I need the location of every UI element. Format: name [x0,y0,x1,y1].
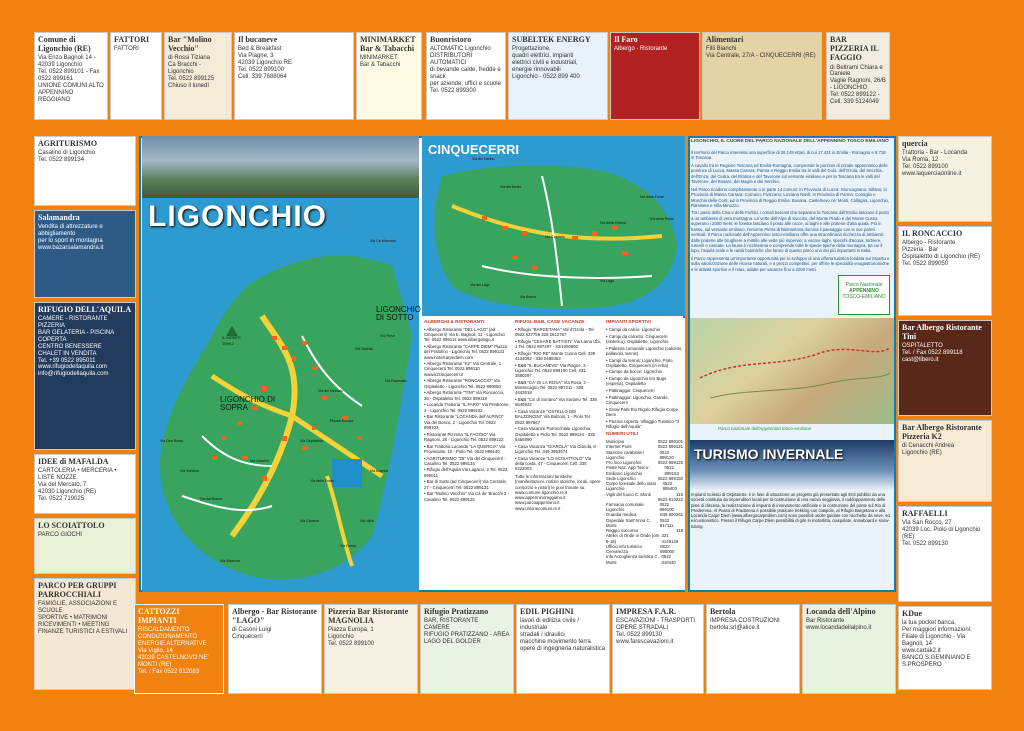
sport-item: • Pattinaggio: Cinquecerri [606,388,655,394]
street-label: Via Roma [340,544,356,548]
bottom-ad-title: EDIL PIGHINI [520,607,574,616]
right-ad-line: OSPITALETTO [902,343,943,350]
top-ad-0 [34,32,108,120]
numeri-name: Corpo forestale dello stato Ligonchio [606,481,657,492]
bottom-ad-8 [898,606,992,690]
top-ad-1 [110,32,162,120]
label-il-monte: IL MONTE [222,335,241,340]
top-ad-8 [702,32,822,120]
alberghi-item: • Ristorante Pizzeria "IL FAGGIO" Via Ragnoni, 26 - Ligonchio Tel. 0522 899122 [424,431,504,442]
alberghi-item: • Bar "Molino Vecchio" Via Cà de' Bracchi 2 - Casalino Tel. 0522 899125 [424,491,510,502]
top-ad-2 [164,32,232,120]
left-ad-title: PARCO PER GRUPPI PARROCCHIALI [38,581,117,600]
bottom-ad-line: di Casoni Luigi [232,627,272,634]
bb-item: • Casa Vacanze Parrocchiale Ligonchio, Ospitaletto e Piolo Tel. 0522 899134 - 335 5456890 [515,426,595,442]
top-ad-line: Chiuso il lunedì [168,82,210,89]
bottom-ad-line: RISCALDAMENTO [138,627,190,634]
cinquecerri-map-graphic [422,136,685,316]
numeri-item [606,481,683,491]
numeri-item [606,518,683,528]
left-ad-line: Tel. 0522 719025 [38,495,85,502]
numeri-name: Atelier di Onde in Onde (ore 9-18) [606,533,660,544]
bottom-ad-title: KDue [902,609,922,618]
top-ad-title: BAR PIZZERIA IL FAGGIO [830,35,879,63]
left-ad-line: per lo sport in montagna [38,237,103,244]
bottom-ad-5 [612,604,704,694]
top-ad-line: Tel. 0522 899300 [430,87,477,94]
top-ad-line: Via Enzo Bagnoli 14 - 42039 Ligonchio [38,55,96,69]
left-ad-0 [34,136,136,206]
alberghi-item: • Bar Ristorante "LOCANDA dell'ALPINO" Via del Bosco, 2 - Ligonchio Tel. 0522 899103 [424,414,504,430]
top-ad-line: Ligonchio - 0522 899 400 [512,73,580,80]
numeri-tel: 0522 813222 [657,496,683,502]
lake-photo [142,136,419,198]
cinquecerri-street-label: Via della Chiesa [600,221,626,225]
street-label: Via Vertena [180,469,199,473]
bottom-ad-line: www.locandadellalpino.it [806,625,872,632]
alberghi-item: • Bar Trattoria Locanda "LA QUERCIA" Via Provinciale, 10 - Piolo Tel. 0522 899140 [424,443,506,454]
street-label: Via Stazione [220,559,241,563]
left-ad-1 [34,210,136,298]
top-ad-title: Bar "Molino Vecchio" [168,35,212,54]
top-ad-line: energie rinnovabili [512,66,561,73]
bottom-ad-line: www.farescavazioni.it [616,638,674,645]
park-logo-line-3: TOSCO-EMILIANO [842,294,886,300]
relief-map-graphic [690,318,894,424]
top-ad-9 [826,32,890,120]
bottom-ad-line: bertola.srl@alice.it [710,625,760,632]
right-ad-line: Tel. 0522 899130 [902,540,949,547]
left-ad-line: RICEVIMENTI • MEETING [38,622,110,629]
top-ad-line: Cà Bracchi - Ligonchio [168,62,202,76]
top-ad-line: Via Centrale, 27/A - CINQUECERRI (RE) [706,53,816,60]
left-ad-4 [34,518,136,574]
bottom-ad-line: macchine movimento terra [520,638,591,645]
numeri-name: Poste Naz. App Tosco-Emiliano Ligonchio [606,465,650,476]
right-ad-line: Via San Rocco, 27 [902,520,952,527]
bottom-ad-line: la tua pocket banca. [902,620,956,627]
alberghi-item: • Albergo Ristorante "K2" Via Centrale, 1 - Cinquecerri Tel. 0522 899110 www.k2cinquecerri.it [424,361,504,377]
street-label: Via Tezzale [355,347,374,351]
top-ad-line: MINIMARKET [360,55,398,62]
bb-item: • Casa Vacanze "LO SCOIATTOLO" Via della costa, 47 - Cinquecerri Cell. 335 6222002 [515,455,592,471]
numeri-tel: 0522 899100 [659,501,674,513]
cinquecerri-street-label: Via dei Mulini [500,185,522,189]
top-ad-line: Progettazione, [512,46,551,53]
left-ad-5 [34,578,136,690]
right-ad-4 [898,506,992,602]
street-label: Via Giardini [250,459,269,463]
bottom-ad-4 [516,604,610,694]
street-label: Via Valle [360,519,374,523]
bb-item: • Rifugio "CESARE BATTISTI" Via Lama Ubi, 1 Tel. 0522 897497 - 33/1000850 [515,338,601,350]
sport-item: • Campi da tennis: Ligonchio, Piolo, Ospitaletto, Cinquecerri (in erba) [606,357,674,368]
numeri-tel: 0522 899121 [657,444,683,450]
top-ad-line: Albergo · Ristorante [614,46,668,53]
bb-item: • Casa Vacanze "OSTELLO DEI BALZONCINI" Via Balzoni, 1 - Piolo Tel. 0522 897567 [515,409,591,425]
relief-map [690,318,894,424]
left-ad-line: FAMIGLIE, ASSOCIAZIONI E SCUOLE [38,601,118,615]
right-ad-2 [898,320,992,416]
numeri-name: Internet Point [606,444,632,450]
alberghi-heading: ALBERGHI & RISTORANTI [424,320,485,325]
left-ad-line: 42030 Ligonchio (RE) [38,488,97,495]
bottom-ad-line: Tel. 0522 899100 [328,641,375,648]
cinquecerri-street-label: Via del Lago [470,283,490,287]
alberghi-item: • Locanda Trattoria "IL FARO" Via Predicone, 4 - Ligonchio Tel. 0522 899102 [424,402,510,413]
bottom-ad-line: opere di ingegneria naturalistica [520,645,606,652]
street-label: Via Don Rossi [160,439,183,443]
top-ad-line: Via Piagne, 3 [238,53,274,60]
left-ad-line: Via del Mercato, 7 [38,481,87,488]
left-ad-line: CENTRO BENESSERE [38,343,102,350]
left-ad-line: CHALET IN VENDITA [38,350,97,357]
top-ad-line: FATTORI [114,46,139,53]
top-ad-title: Comune di Ligonchio (RE) [38,35,91,54]
cinquecerri-map [422,136,685,316]
left-ad-line: Casalino di Ligonchio [38,150,96,157]
directory-alberghi [422,318,512,590]
top-ad-line: Tel. 0522 899125 [168,76,215,83]
relief-caption: Parco nazionale dell'Appennino tosco-emiliano [718,426,812,431]
left-ad-line: Vendita di attrezzature e abbigliamento [38,224,103,238]
bottom-ad-line: IMPRESA COSTRUZIONI [710,618,780,625]
left-ad-title: RIFUGIO DELL'AQUILA [38,305,132,314]
right-ad-line: Albergo - Ristorante [902,240,956,247]
right-ad-1 [898,226,992,316]
right-ad-title: RAFFAELLI [902,509,948,518]
street-label: Via del Bosco [200,497,222,501]
street-label: Via Ospitaletto [300,439,324,443]
sport-item: • Piscina coperta: Villaggio Turistico "Il Rifugio dell'Aquila" [606,418,679,430]
street-label: Via Pieve [380,334,396,338]
bottom-ad-line: lavori di edilizia civile / industriale [520,618,580,632]
left-ad-3 [34,454,136,514]
bb-item: • B&B "IL BUCANEVE" Via Piagne, 3 - Ligonchio Tel. 0522 899100 Cell. 331 3580297 [515,362,589,379]
bottom-ad-line: BANCO S.GEMINIANO E S.PROSPERO [902,654,971,668]
bottom-ad-line: Per maggiori informazioni: [902,627,972,634]
numeri-name: Farmacia comunale Ligonchio [606,501,644,513]
cinquecerri-street-label: Via Lago [600,279,615,283]
numeri-item [606,544,683,554]
bottom-ad-line: www.cartak2.it [902,647,941,654]
street-label: Via Cà Marzano [370,239,396,243]
cinquecerri-street-label: Via Centrale [545,235,565,239]
numeri-tel: 0522 899150 [657,475,683,481]
numeri-tel: 0522 899153 [664,465,679,476]
top-ad-line: Filli Bianchi [706,46,737,53]
left-ad-line: www.rifugiodellaquila.com [38,364,108,371]
street-label: Via Cavana [300,519,319,523]
bb-item: • Rifugio "BARGETANA" Val d'Ozola - Tel. 0522 627756 328 2612757 [515,326,595,338]
top-ad-line: Tel. 0522 899100 [238,66,285,73]
bottom-ad-line: CONDIZIONAMENTO [138,634,198,641]
top-ad-6 [508,32,608,120]
left-ad-line: SPORTIVE • MATRIMONI [38,615,108,622]
right-ad-title: quercia [902,139,928,148]
intro-heading: LIGONCHIO, IL CUORE DEL PARCO NAZIONALE DELL'APPENNINO TOSCO EMILIANO [691,139,889,144]
top-ad-line: quadri elettrici, impianti [512,53,574,60]
alberghi-item: • Albergo Ristorante "RONCACCIO" Via Ospitaletto - Ligonchio Tel. 0522 899050 [424,378,501,389]
street-label: Via Bagnoli [370,469,389,473]
left-ad-2 [34,302,136,450]
street-label: Via della Fonte [310,479,334,483]
sport-item: • Campo da Ligonchio tiro Bugs (esperia), Ospitaletto [606,376,667,387]
top-ad-title: Il bucaneve [238,35,278,44]
top-ad-title: MINIMARKET Bar & Tabacchi [360,35,416,54]
street-label: Piazza Europa [330,419,354,423]
top-ad-title: SUBELTEK ENERGY [512,35,591,44]
numeri-tel: 0522 890000 [660,543,675,555]
left-ad-title: Salamandra [38,213,80,222]
bottom-ad-title: Locanda dell'Alpino [806,607,876,616]
winter-text: Impianti Sciistici di Ospitaletto: è in fase di attuazione un progetto già presentato agli Enti pubblici da una società costituita da imprenditori locali per la costruzione di una nuova seggiovia, il raddoppiamento delle piste di discesa, la realizzazione di impianti di innevamento artificiale e la costruzione del ponte sul Rio di Predemma. Al Passo di Pradarena è possibile praticare trekking con ciaspole, al Rifugio Bargetana e alla Locanda Carpe Diem (www.albergocarpediem.com) sono possibili uscite guidate con racchette da neve, sci escursionistico. Presso il Rifugio Carpe Diem possibilità di gite in motoslitta, ciaspolate, snowboard e snow-tubing. [691,492,891,529]
top-ad-line: Vaglie Ragnoni, 26/B - LIGONCHIO [830,78,886,92]
label-ligonchio-di-sotto: LIGONCHIO DI SOTTO [376,305,421,323]
cinquecerri-street-label: Via della Posta [650,217,674,221]
bottom-ad-line: RIFUGIO PRATIZZANO - AREA LAGO DEL GOLDER [424,631,510,645]
numeri-item [606,450,683,460]
top-ad-3 [234,32,354,120]
intro-paragraph: Tra i passi della Cisa e delle Forbici, i crinali boscosi che separano la Toscana dall'Emilia lasciano il posto a un ambiente di vera montagna. Le vette dell'Alpe di Succiso, del Monte Prado e del Monte Cusna superano i 2000 metri, le foreste lasciano il posto alle rocce, ai laghi e alle praterie d'alta quota. Più in basso, sul versante emiliano, l'enorme Pietra di Bismantova domina il paesaggio con le sue pareti verticali. Il Parco nazionale dell'Appennino tosco-emiliano offre una straordinaria ricchezza di ambienti: dalle praterie alle brughiere a mirtillo alle vette più impervie; a vocare laghi, specchi d'acqua, torbiere, ruscelli e cascate. La fauna è ricchissima e comprende tutte le specie tipiche della montagna, tra cui il lupo, l'aquila reale e le rarità botaniche che fanno di questo parco uno dei più importanti in Italia. [691,210,890,254]
sport-item: • Palestra comunale Ligonchio (calcetto, pallavolo, tennis) [606,345,683,356]
park-logo-line-2: APPENNINO [849,288,879,294]
top-ad-title: Alimentari [706,35,744,44]
sport-item: • Campo da bocce: Ligonchio [606,369,662,375]
bottom-ad-line: ENERGIE ALTERNATIVE [138,641,207,648]
street-label: Via Ravenala [385,379,407,383]
right-ad-line: Via Roma, 12 [902,157,939,164]
top-ad-line: di bevande calde, fredde e snack [430,66,501,80]
bottom-ad-3 [420,604,514,694]
bottom-ad-line: Ligonchio [328,634,354,641]
numeri-tel: 0522 899125 [657,460,683,466]
numeri-item [606,554,683,564]
left-ad-line: CAMERE - RISTORANTE PIZZERIA [38,316,108,330]
numeri-tel: 0522 617111 [659,517,674,528]
bb-footer: Tutte le informazioni turistiche (manifestazioni, notizie storiche, locali, opere consorzio e ristori) le puoi trovare su: www.comune.ligonchio.re.it www.appenninoreggiano.it www.parcoappennino.it www.unionecomuni.re.it [515,474,601,511]
bb-item: • B&B "Ca' di Soriano" Via Soriano Tel. 335 5646922 [515,397,597,408]
label-il-monte-altitude: 1099,2 [222,341,235,346]
numeri-tel: 115 [676,491,683,497]
intro-paragraph: Il Parco rappresenta un'importante opportunità per lo sviluppo di una offerta turistica fondata sul rispetto e sulla valorizzazione delle risorse naturali, e a prezzi competitivi, per offrire le specialità enogastronomiche e le attività sportive e il relax, adatte per vacanze fino a 2000 metri. [691,255,890,272]
bb-heading: RIFUGI, B&B, CASE VACANZE [515,320,585,325]
sport-heading: IMPIANTI SPORTIVI [606,320,651,325]
alberghi-item: • Albergo Ristorante "CARPE DIEM" Piazza del Pratolino - Ligonchio Tel. 0522 899133 www.hotelcarpediem.com [424,344,508,360]
bottom-ad-7 [802,604,896,694]
left-ad-title: AGRITURISMO [38,139,98,148]
bottom-ad-title: IMPRESA F.A.R. [616,607,677,616]
right-ad-3 [898,420,992,502]
numeri-item [606,502,683,512]
right-ad-title: Bar Albergo Ristorante Pizzeria K2 [902,423,982,442]
cinquecerri-title: CINQUECERRI [428,142,520,157]
numeri-name: Ufficio info turistico Cervarezza [606,543,642,555]
bb-item: • Casa Vacanza "GIAROLA" Via Giarola, 8 - Ligonchio Tel. 349 3953674 [515,443,599,454]
cinquecerri-street-label: Via Bosco [520,295,537,299]
top-ad-title: Buonristoro [430,35,472,44]
bottom-ad-line: Piazza Europa, 1 [328,627,374,634]
right-ad-line: di Cenacchi Andrea [902,443,955,450]
alberghi-item: • AGRITURISMO "25" Via del Cinquecerri - Casalino Tel. 0522 899134 [424,455,506,466]
bottom-ad-1 [228,604,322,694]
right-ad-line: www.laquerciaonline.it [902,170,962,177]
top-ad-line: di Beltrami Chiara e Daniele [830,64,883,78]
bottom-ad-title: Albergo - Bar Ristorante "LAGO" [232,607,317,626]
right-ad-title: IL RONCACCIO [902,229,963,238]
right-ad-line: Tel. 0522 899100 [902,163,949,170]
top-ad-line: Tel. 0522 899101 - Fax 0522 899161 [38,69,100,83]
bottom-ad-line: Via Vigilo, 14 [138,648,173,655]
numeri-name: Sede Ligonchio [606,475,636,481]
numeri-name: Ospedale Sant'Anna C. Monti [606,517,651,528]
bottom-ad-line: Tel. / Fax 0522 812083 [138,668,200,675]
numeri-name: Stazione carabinieri Ligonchio [606,449,644,460]
bottom-ad-2 [324,604,418,694]
right-ad-line: cast@libero.it [902,357,939,364]
right-ad-0 [898,136,992,222]
numeri-tel: 0522 810430 [661,554,676,565]
top-ad-line: DISTRIBUTORI AUTOMATICI [430,53,473,66]
numeri-item [606,465,683,475]
alberghi-item: • Rifugio dell'Aquila Via Lagacci, 2 Tel. 0522 895011 [424,467,508,478]
left-ad-line: Tel. 0522 899134 [38,157,85,164]
directory-sport [604,318,685,590]
numeri-name: Guardia medica [606,512,637,518]
left-ad-line: FINANZE TURISTICI A ESTIVALI [38,628,128,635]
park-logo [838,275,890,315]
bottom-ad-line: Tel. 0522 899130 [616,631,663,638]
top-ad-line: per aziende, uffici e scuole [430,80,501,87]
left-ad-line: Tel. +39 0522 895011 [38,357,96,364]
top-ad-line: di Rossi Tiziana [168,55,211,62]
alberghi-item: • Bar di Sotto (ad Cinquecerri) Via Centrale, 27 - Cinquecerri Tel. 0522 899131 [424,479,508,490]
intro-paragraph: Il territorio del Parco interessa una superficie di 26.149 ettari, di cui 17.431 in Emilia - Romagna e 8.718 in Toscana. [691,150,886,161]
bottom-ad-line: 42039 CASTELNOVO NE' MONTI (RE) [138,654,209,668]
park-logo-line-1: Parco Nazionale [845,282,883,288]
winter-title: TURISMO INVERNALE [694,446,844,462]
bottom-ad-title: Bertola [710,607,736,616]
bottom-ad-line: OPERE STRADALI [616,625,669,632]
cinquecerri-street-label: Via del Molino [472,157,495,161]
bb-item: • B&B "CA' DI LA ROSA" Via Rosa, 2 - Montecagno Tel. 0522 897211 - 328 4443518 [515,379,589,396]
left-ad-line: www.bazarsalamandra.it [38,244,104,251]
top-ad-4 [356,32,422,120]
top-ad-line: ALTOMATIC Ligonchio [430,46,491,53]
numeri-tel: 331 4149145 [661,533,679,544]
top-ad-line: Bar & Tabacchi [360,62,401,69]
numeri-name: Reggio soccorso [606,528,639,534]
right-ad-title: Bar Albergo Ristorante Tini [902,323,982,342]
bottom-ad-line: Cinquecerri [232,634,263,641]
top-ad-title: FATTORI [114,35,150,44]
top-ad-7 [610,32,700,120]
left-ad-title: IDEE di MAFALDA [38,457,109,466]
top-ad-line: Cell. 339 7688064 [238,73,287,80]
map-title: LIGONCHIO [148,200,327,233]
top-ad-line: Bed & Breakfast [238,46,282,53]
sport-item: • Snow Park Rio Rigolo Rifugio Corpe Diem [606,406,678,418]
right-ad-line: Ligonchio (RE) [902,450,942,457]
top-ad-line: elettrici civili e industriali, [512,59,578,66]
left-ad-title: LO SCOIATTOLO [38,521,105,530]
label-ligonchio-di-sopra: LIGONCHIO DI SOPRA [220,395,276,413]
top-ad-line: UNIONE COMUNI ALTO APPENNINO REGGIANO [38,82,104,103]
numeri-tel: 0522 899120 [659,449,674,460]
bottom-ad-line: Bar Ristorante [806,618,845,625]
intro-text [691,150,890,274]
top-ad-line: 42039 Ligonchio RE [238,59,293,66]
top-ad-title: Il Faro [614,35,638,44]
top-ad-line: Tel. 0522 899122 - Cell. 339 5124049 [830,92,880,106]
right-ad-line: Ospitalettto di Ligonchio (RE) [902,253,981,260]
sport-item: • Pattinaggio: Ligonchio, Grande, Cinquecerri [606,394,669,406]
bottom-ad-6 [706,604,800,694]
right-ad-line: 42039 Loc. Piolo di Ligonchio (RE) [902,527,981,540]
numeri-name: Pro loco Ligonchio [606,460,642,466]
numeri-tel: 118 [676,528,683,534]
sport-item: • Campi da calcio: Ligonchio [606,326,661,332]
alberghi-item: • Albergo Ristorante "DEL LAGO" (ad Cinquecerri) Via E. Bagnoli, 12 - Ligonchio Tel. 0522 899114 www.albergolago.it [424,326,505,343]
numeri-tel: 0522 899403 [662,481,677,492]
left-ad-line: BAR GELATERIA - PISCINA COPERTA [38,329,114,343]
top-ad-5 [426,32,506,120]
right-ad-line: Trattoria - Bar - Locanda [902,150,968,157]
bottom-ad-title: Pizzeria Bar Ristorante MAGNOLIA [328,607,409,626]
intro-paragraph: A cavallo tra le Regione Toscana ed Emilia-Romagna, comprende le porzioni di crinale appenninico delle province di Lucca, Massa Carrara, Parma e Reggio Emilia tra le valli del Dolo, dell'Ozola, del Secchia, dell'Enza, del Cedra, del Bratica e del Taverone sul versante emiliano e per la Toscana tra le valli del Taverone, del Rosaro, del Magra e del Serchio. [691,162,888,185]
cinquecerri-street-label: Via della Fonte [640,195,664,199]
numeri-name: Municipio [606,439,625,445]
numeri-heading: NUMERI UTILI [606,432,639,438]
numeri-name: Info Accoglienza turistica C. Monti [606,554,659,565]
left-ad-line: CARTOLERIA • MERCERIA • LISTE NOZZE [38,468,117,482]
left-ad-line: PARCO GIOCHI [38,532,82,539]
sport-item: • Campi da calcetto: Cinquecerri (sintetico), Ospitaletto, Ligonchio [606,333,669,344]
numeri-item [606,533,683,543]
bottom-ad-line: ESCAVAZIONI - TRASPORTI [616,618,695,625]
right-ad-line: Tel. 0522 899050 [902,260,949,267]
bb-item: • Rifugio "RIO RE" Monte Cusna Cell. 339 4134082 - 338 0488363 [515,350,596,362]
left-ad-line: info@rifugiodellaquila.com [38,371,109,378]
right-ad-line: Tel. / Fax 0522 899118 [902,350,963,357]
bottom-ad-title: CATTOZZI IMPIANTI [138,607,180,626]
bottom-ad-line: stradali / idraulici [520,631,565,638]
bottom-ad-line: Filiale di Ligonchio - Via Bagnoli, 14 [902,633,966,647]
right-ad-line: Pizzeria · Bar [902,247,939,254]
bottom-ad-line: CAMERE [424,625,450,632]
bottom-ad-line: BAR, RISTORANTE [424,618,479,625]
numeri-name: Vigili del fuoco C. Monti [606,491,651,497]
numeri-tel: 848 800261 [660,512,683,518]
bottom-ad-0 [134,604,224,694]
bottom-ad-title: Rifugio Pratizzano [424,607,489,616]
alberghi-item: • Albergo Ristorante "TINI" Via Roncaccio, 36 - Ospitaletto Tel. 0522 899118 [424,390,505,401]
directory-rifugi [513,318,603,590]
intro-paragraph: Nel Parco ricadono completamente o in parte 14 comuni: in Provincia di Lucca: Giuncugnano, Sillano; in Provincia di Massa Carrara: Comano, Fivizzano, Licciana Nardi; in Provincia di Parma: Corniglio e Monchio delle Corti, ed in Provincia di Reggio Emilia: Busana, Castelnovo ne' Monti, Collagna, Ligonchio, Ramiseto e Villa Minozzo. [691,186,890,208]
street-label: Via del Mercato [318,389,343,393]
numeri-tel: 0522 899101 [657,439,683,445]
